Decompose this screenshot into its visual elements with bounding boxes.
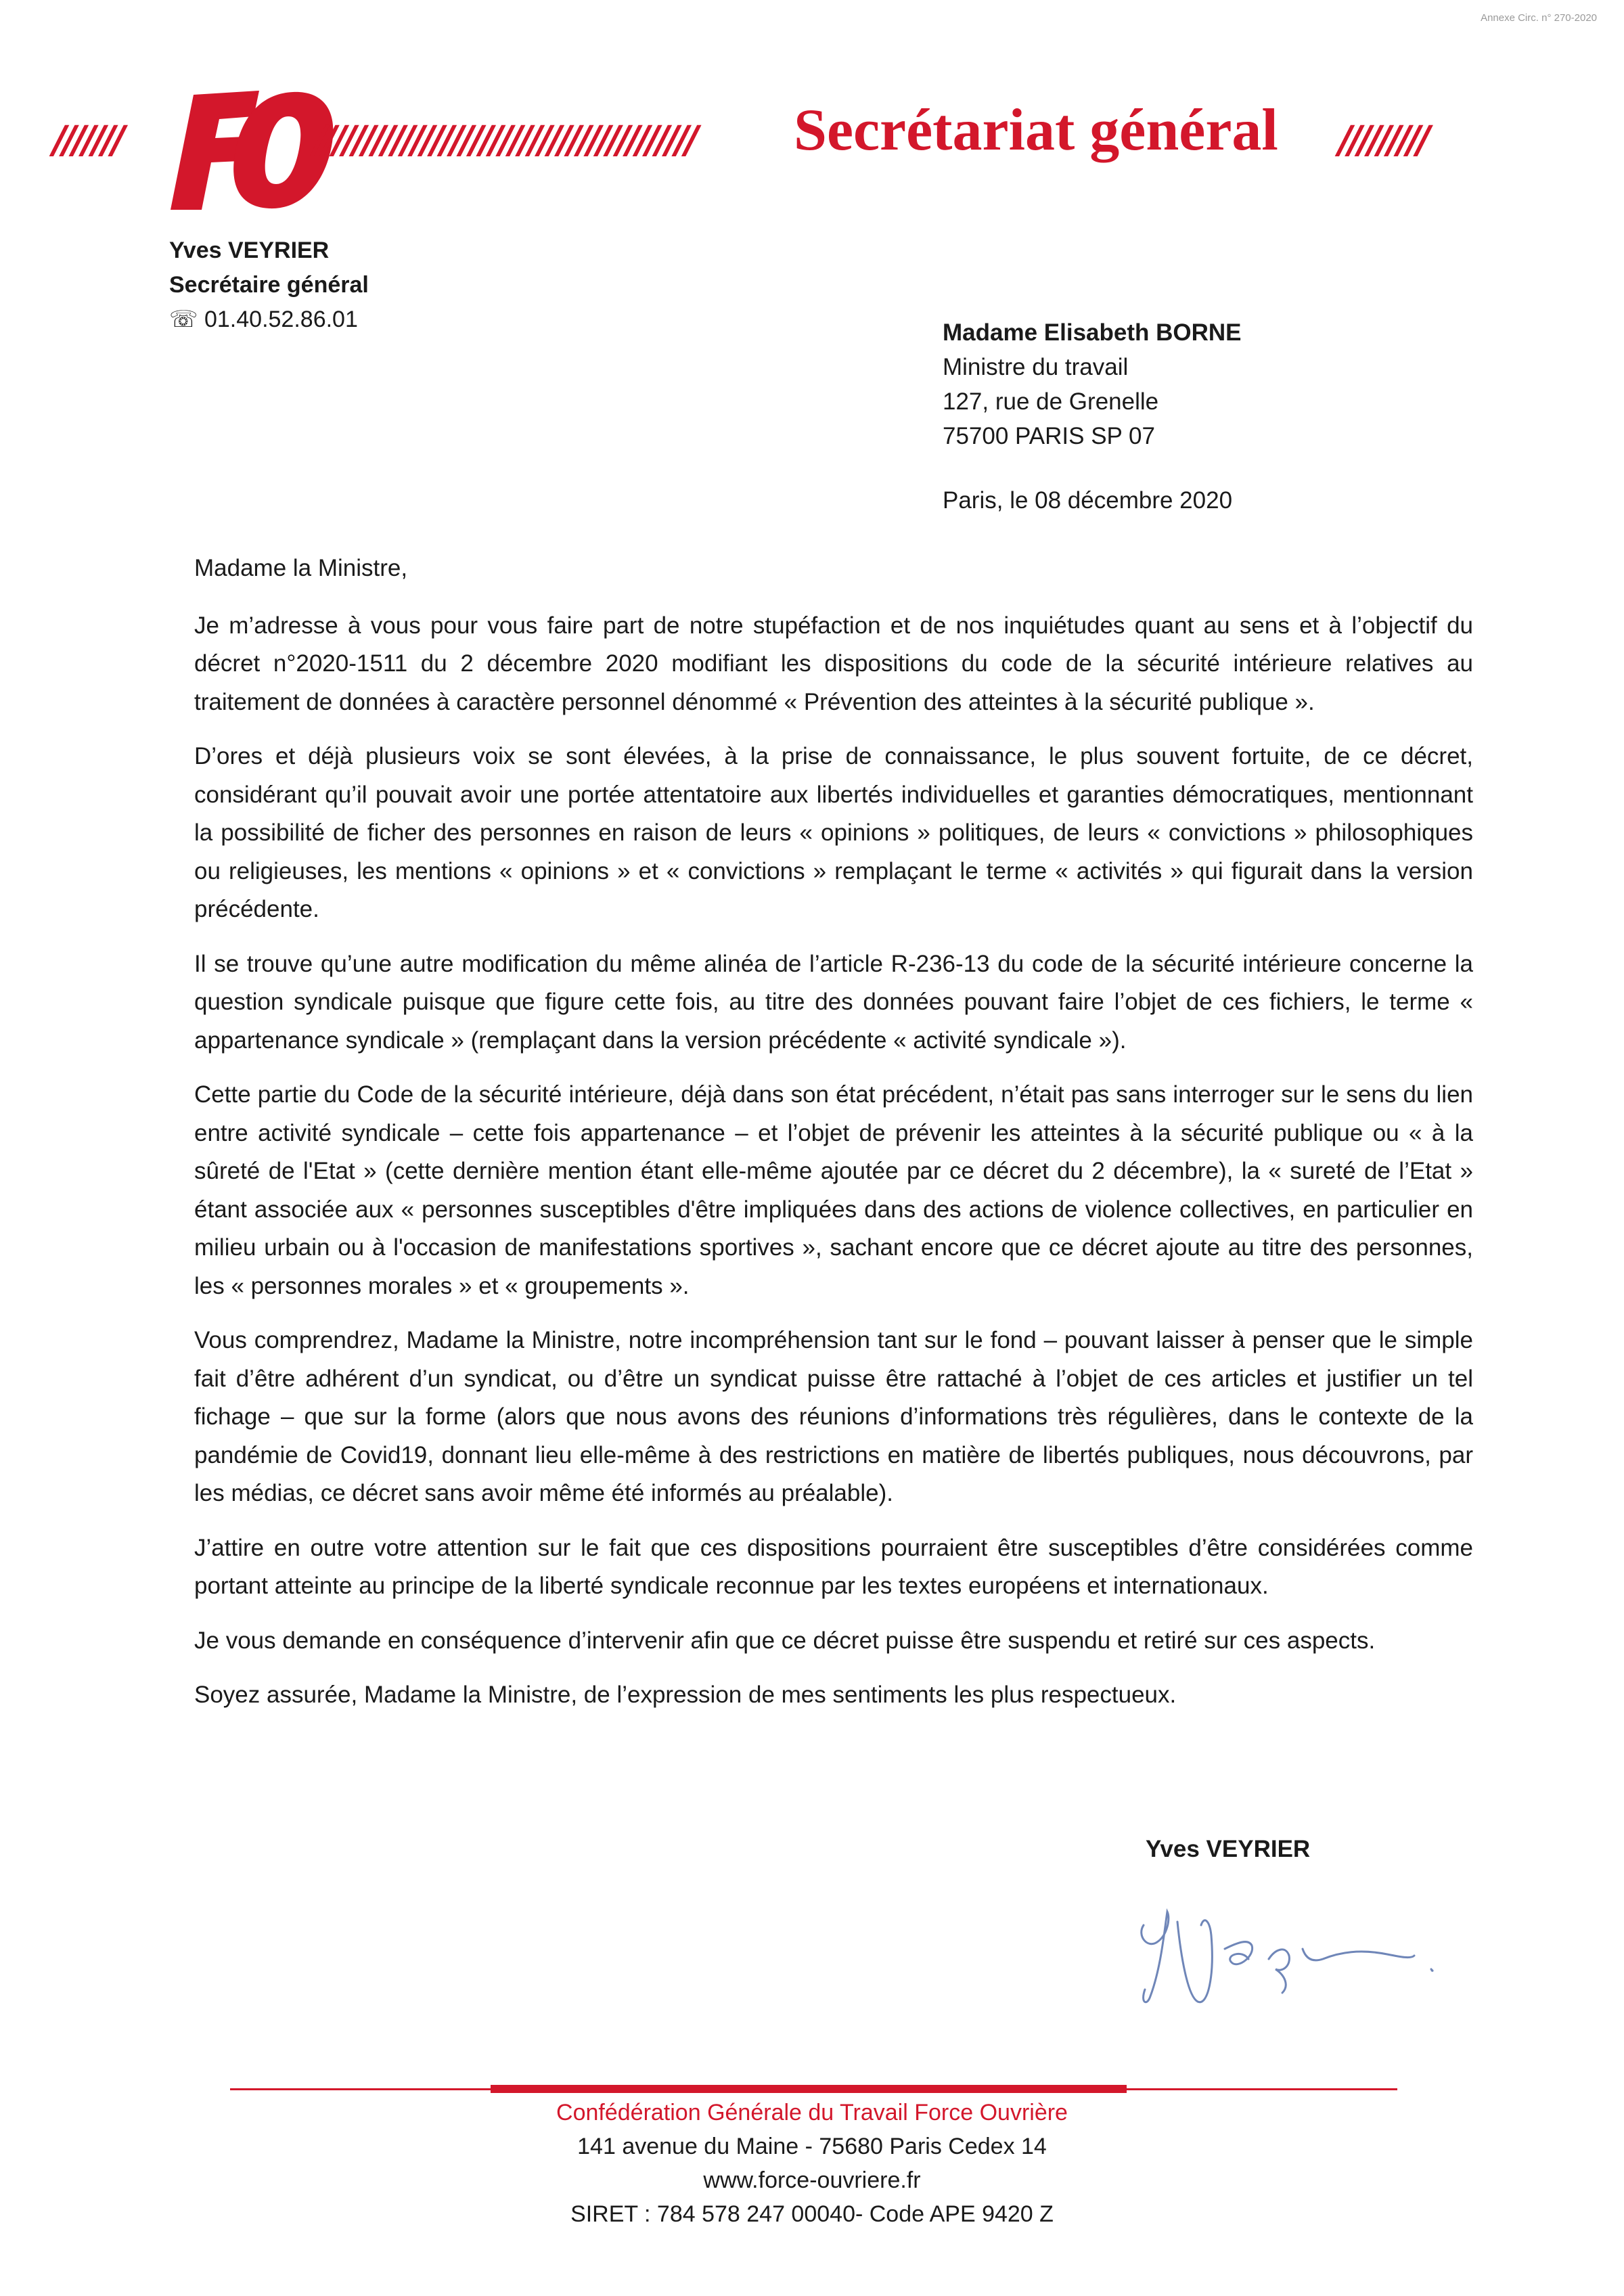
decorative-slashes-middle: /////////////////////////////////////// bbox=[313, 118, 695, 162]
letter-date: Paris, le 08 décembre 2020 bbox=[943, 487, 1233, 514]
letter-body bbox=[194, 549, 1473, 1731]
paragraph: Je vous demande en conséquence d’intervenir afin que ce décret puisse être suspendu et retiré sur ces aspects. bbox=[194, 1627, 1376, 1654]
footer bbox=[0, 2096, 1624, 2231]
paragraph: J’attire en outre votre attention sur le fait que ces dispositions pourraient être susceptibles d’être considérées comme portant atteinte au principe de la liberté syndicale reconnue par les textes européens et internationaux. bbox=[194, 1534, 1473, 1599]
paragraph: Je m’adresse à vous pour vous faire part de notre stupéfaction et de nos inquiétudes quant au sens et à l’objectif du décret n°2020-1511 du 2 décembre 2020 modifiant les dispositions du code de la sécurité intérieure relatives au traitement de données à caractère personnel dénommé « Prévention des atteintes à la sécurité publique ». bbox=[194, 612, 1473, 715]
paragraph: Vous comprendrez, Madame la Ministre, notre incompréhension tant sur le fond – pouvant laisser à penser que le simple fait d’être adhérent d’un syndicat, ou d’être un syndicat puisse être rattaché à l’objet de ces articles et justifier un tel fichage – que sur la forme (alors que nous avons des réunions d’informations très régulières, dans le contexte de la pandémie de Covid19, donnant lieu elle-même à des restrictions en matière de libertés publiques, nous découvrons, par les médias, ce décret sans avoir même été informés au préalable). bbox=[194, 1327, 1473, 1506]
paragraph: Cette partie du Code de la sécurité intérieure, déjà dans son état précédent, n’était pas sans interroger sur le sens du lien entre activité syndicale – cette fois appartenance – et l’objet de prévenir les atteintes à la sécurité publique ou « à la sûreté de l'Etat » (cette dernière mention étant elle-même ajoutée par ce décret du 2 décembre), la « sureté de l’Etat » étant associée aux « personnes susceptibles d'être impliquées dans des actions de violence collectives, en particulier en milieu urbain ou à l'occasion de manifestations sportives », sachant encore que ce décret ajoute au titre des personnes, les « personnes morales » et « groupements ». bbox=[194, 1081, 1473, 1299]
sender-name: Yves VEYRIER bbox=[169, 238, 330, 263]
closing-paragraph: Soyez assurée, Madame la Ministre, de l’expression de mes sentiments les plus respectueux. bbox=[194, 1682, 1177, 1708]
decorative-slashes-left: /////// bbox=[53, 118, 122, 162]
recipient-title: Ministre du travail bbox=[943, 354, 1129, 380]
signer-name: Yves VEYRIER bbox=[1146, 1836, 1311, 1862]
footer-divider-accent bbox=[491, 2085, 1127, 2093]
recipient-name: Madame Elisabeth BORNE bbox=[943, 319, 1242, 346]
footer-address: 141 avenue du Maine - 75680 Paris Cedex 14 bbox=[577, 2134, 1047, 2159]
sender-phone bbox=[169, 302, 369, 337]
handwritten-signature bbox=[1130, 1895, 1441, 2017]
recipient-city: 75700 PARIS SP 07 bbox=[943, 423, 1155, 449]
paragraph: Il se trouve qu’une autre modification du même alinéa de l’article R-236-13 du code de la sécurité intérieure concerne la question syndicale puisque que figure cette fois, au titre des données pouvant faire l’objet de ces fichiers, le terme « appartenance syndicale » (remplaçant dans la version précédente « activité syndicale »). bbox=[194, 950, 1473, 1054]
paragraph: D’ores et déjà plusieurs voix se sont élevées, à la prise de connaissance, le plus souvent fortuite, de ce décret, considérant qu’il pouvait avoir une portée attentatoire aux libertés individuelles et garanties démocratiques, mentionnant la possibilité de ficher des personnes en raison de leurs « opinions » politiques, de leurs « convictions » philosophiques ou religieuses, les mentions « opinions » et « convictions » remplaçant le terme « activités » qui figurait dans la version précédente. bbox=[194, 743, 1473, 922]
phone-icon: ☏ bbox=[169, 307, 198, 332]
annex-reference: Annexe Circ. n° 270-2020 bbox=[1481, 12, 1597, 24]
footer-website: www.force-ouvriere.fr bbox=[703, 2167, 921, 2193]
recipient-street: 127, rue de Grenelle bbox=[943, 388, 1159, 415]
sender-phone-number: 01.40.52.86.01 bbox=[204, 307, 358, 332]
decorative-slashes-right: ///////// bbox=[1338, 118, 1427, 162]
footer-siret: SIRET : 784 578 247 00040- Code APE 9420 Z bbox=[570, 2201, 1054, 2227]
sender-block bbox=[169, 233, 369, 337]
sender-role: Secrétaire général bbox=[169, 272, 369, 298]
salutation: Madame la Ministre, bbox=[194, 555, 408, 581]
letterhead bbox=[53, 81, 1508, 230]
secretariat-title: Secrétariat général bbox=[794, 97, 1278, 163]
footer-organization: Confédération Générale du Travail Force Ouvrière bbox=[556, 2100, 1068, 2125]
recipient-block bbox=[943, 315, 1242, 453]
